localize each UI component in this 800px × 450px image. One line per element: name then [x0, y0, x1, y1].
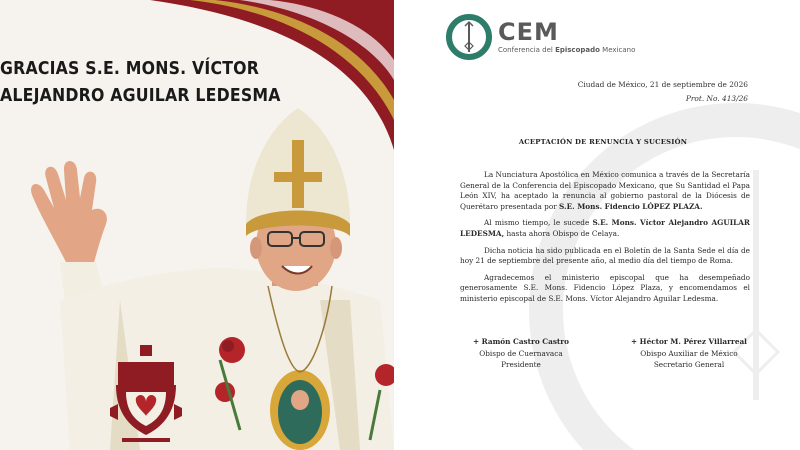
- letter-subject: ACEPTACIÓN DE RENUNCIA Y SUCESIÓN: [518, 138, 688, 146]
- signatory-title: Presidente: [501, 360, 541, 369]
- signatory-name: + Ramón Castro Castro: [472, 337, 570, 346]
- cem-letter: [406, 0, 800, 450]
- signatory-name: + Héctor M. Pérez Villarreal: [631, 337, 747, 346]
- signatory-title: Secretario General: [653, 360, 725, 369]
- signatory-role: Obispo Auxiliar de México: [640, 348, 738, 358]
- paragraph-3: Dicha noticia ha sido publicada en el Boletín de la Santa Sede el día de hoy 21 de septiembre del presente año, al medio día del tiempo de Roma.: [460, 245, 750, 266]
- cem-logo: [446, 14, 635, 60]
- panel-divider: [394, 0, 406, 450]
- headline-line-2: ALEJANDRO AGUILAR LEDESMA: [0, 86, 281, 106]
- logo-acronym: CEM: [498, 18, 559, 46]
- paragraph-4: Agradecemos el ministerio episcopal que ha desempeñado generosamente S.E. Mons. Fidencio López Plaza, y encomendamos el ministerio episcopal de S.E. Mons. Víctor Alejandro Aguilar Ledesma.: [460, 272, 750, 303]
- bishop-photo: [0, 0, 394, 450]
- signatory-role: Obispo de Cuernavaca: [479, 348, 563, 358]
- protocol-number: Prot. No. 413/26: [685, 94, 748, 103]
- paragraph-2: Al mismo tiempo, le sucede S.E. Mons. Víctor Alejandro AGUILAR LEDESMA, hasta ahora Obispo de Celaya.: [460, 218, 750, 238]
- letter-date: Ciudad de México, 21 de septiembre de 2026: [577, 80, 748, 89]
- farewell-graphic: [0, 0, 394, 450]
- signatory-secretary: [614, 336, 764, 371]
- signatory-president: [446, 336, 596, 371]
- letter-body: [460, 170, 750, 311]
- headline-line-1: GRACIAS S.E. MONS. VÍCTOR: [0, 59, 260, 79]
- paragraph-1: La Nunciatura Apostólica en México comunica a través de la Secretaría General de la Conferencia del Episcopado Mexicano, que Su Santidad el Papa León XIV, ha aceptado la renuncia al gobierno pastoral de la Diócesis de Querétaro presentada por S.E. Mons. Fidencio LÓPEZ PLAZA.: [460, 170, 750, 211]
- cem-emblem-icon: [446, 14, 492, 60]
- logo-subtitle: Conferencia del Episcopado Mexicano: [498, 46, 636, 54]
